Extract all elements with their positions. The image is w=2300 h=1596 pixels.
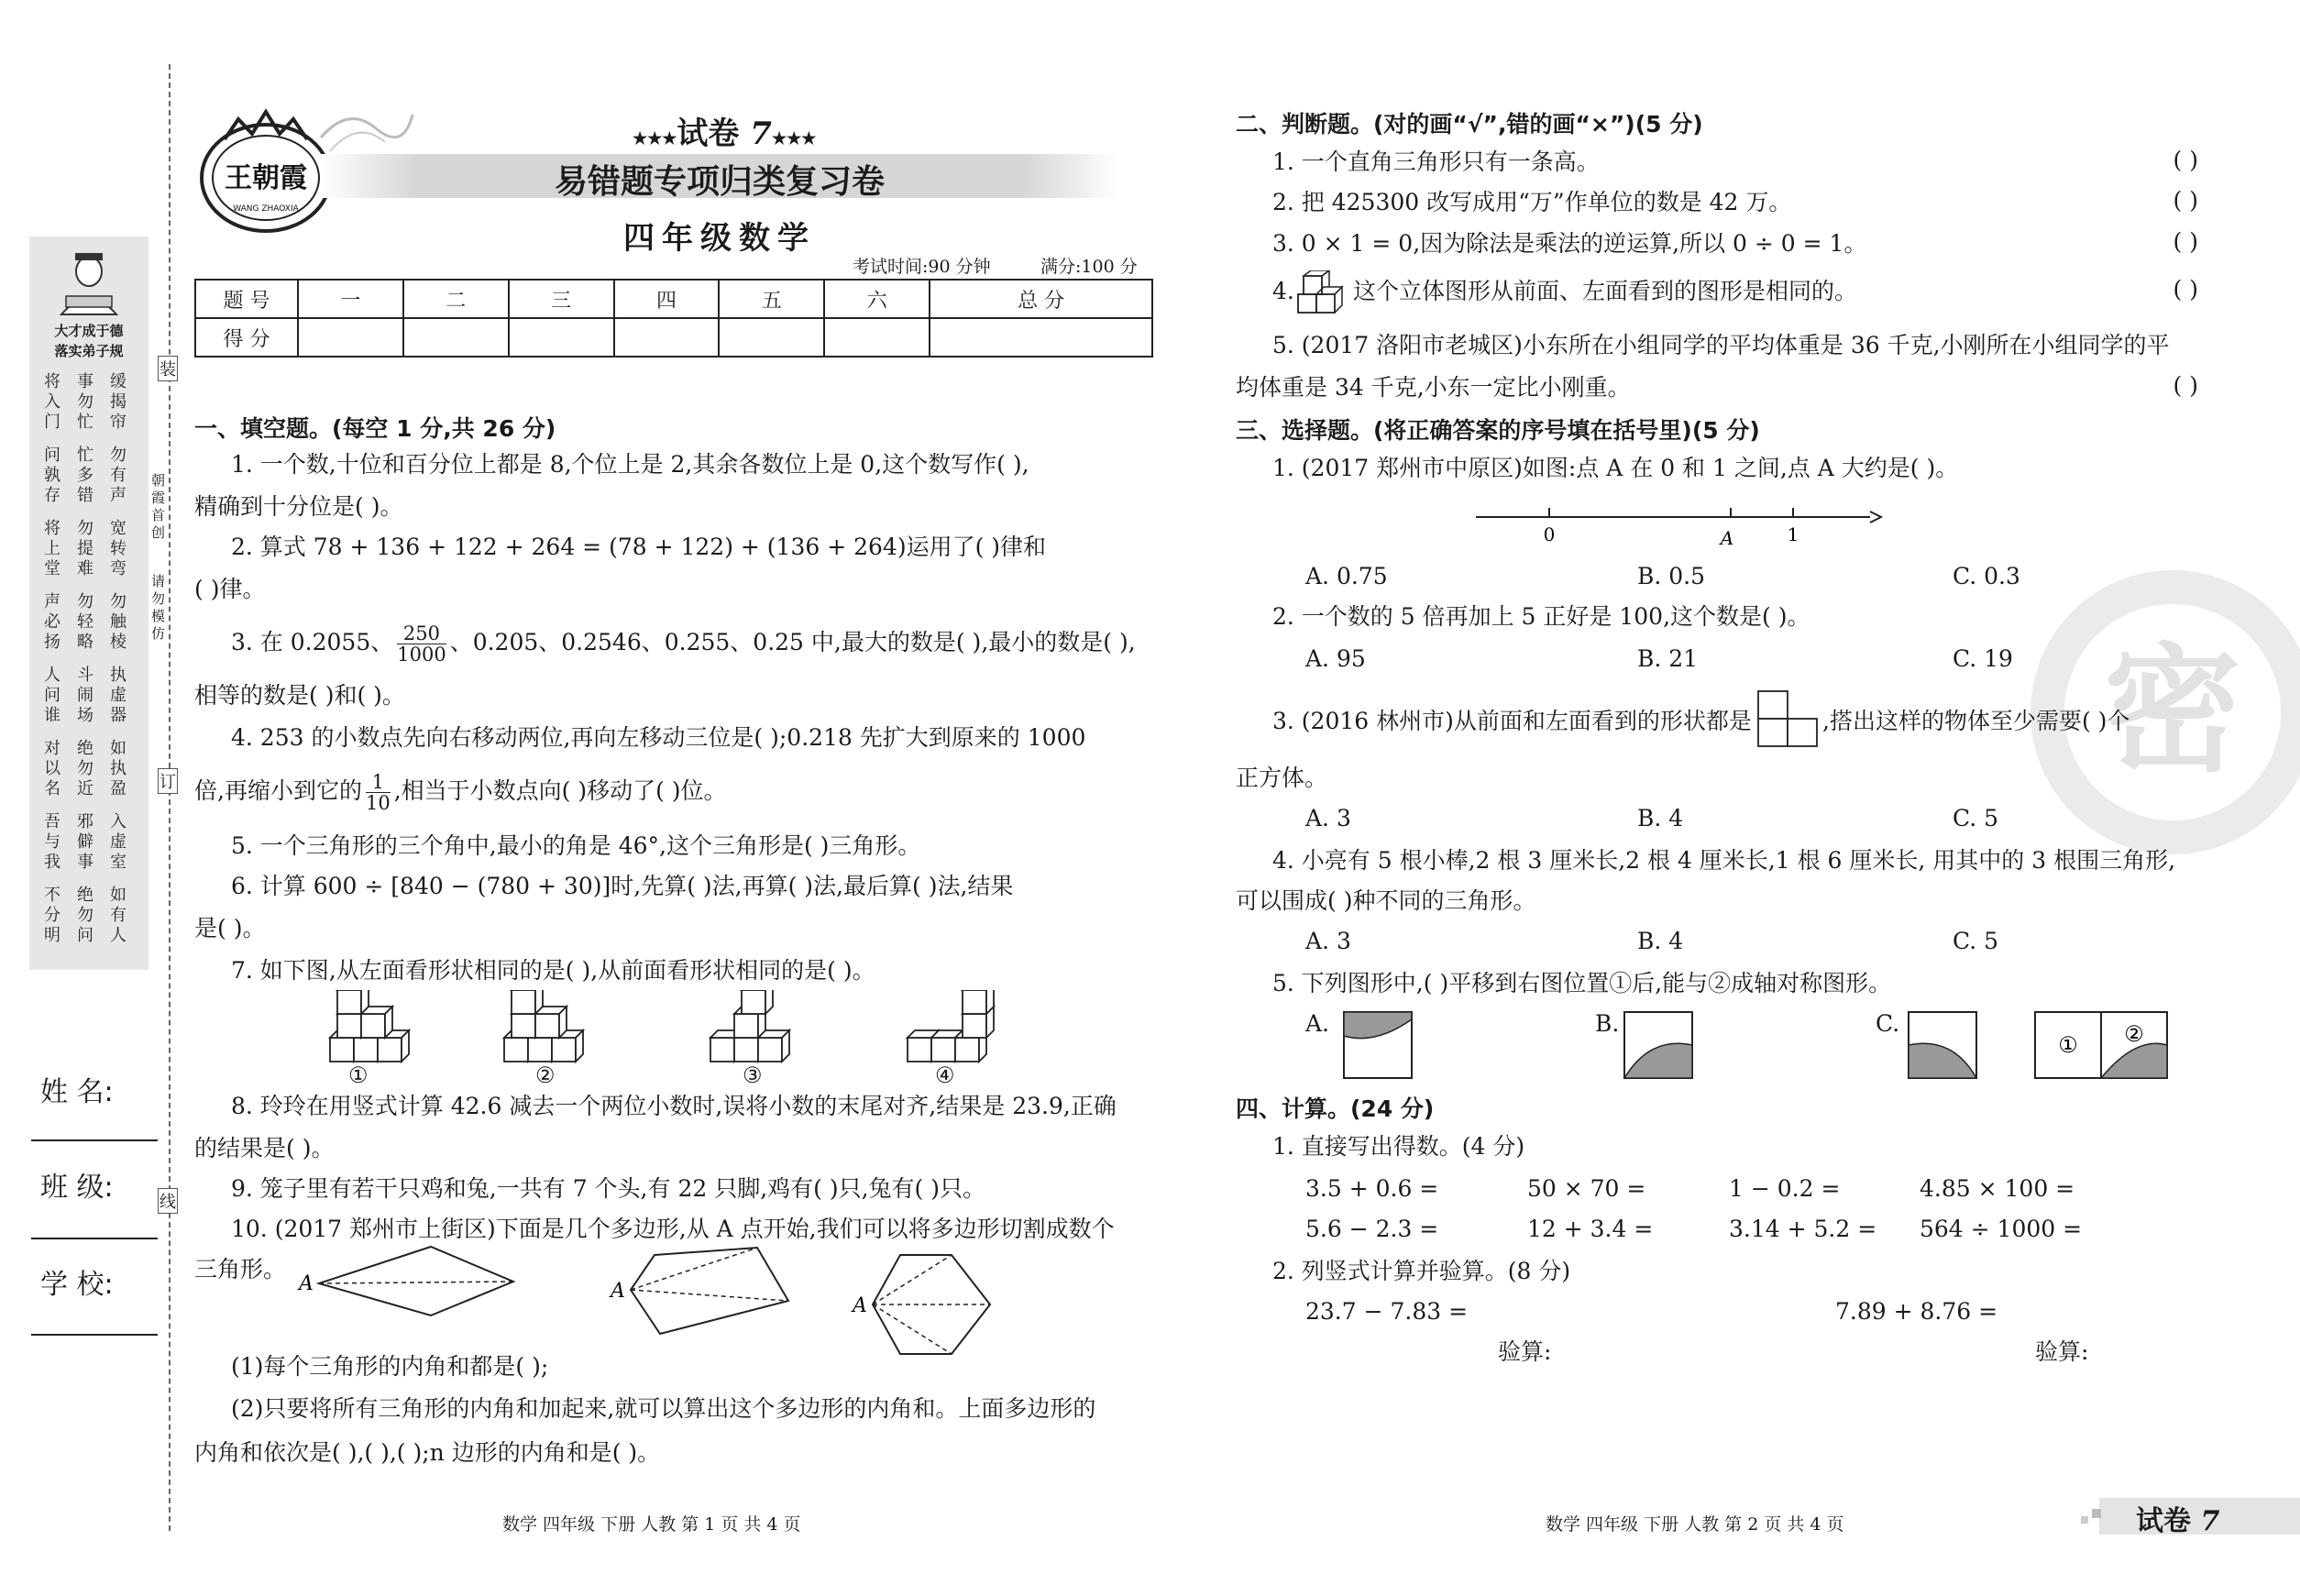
s1-q6-line2: 是( )。 bbox=[194, 915, 266, 941]
motto-phrase: 勿提难 bbox=[77, 519, 94, 578]
calc-item: 12 + 3.4 = bbox=[1527, 1216, 1654, 1242]
s2-q1-answer[interactable]: ( ) bbox=[2173, 147, 2198, 173]
fraction-1-10: $\frac{1}{10}$ bbox=[365, 771, 391, 814]
shape-options-q5 bbox=[1338, 1008, 2182, 1082]
poly-label-a1: A bbox=[299, 1272, 314, 1295]
motto-phrase: 不分明 bbox=[44, 886, 61, 945]
seal-label-3: 线 bbox=[158, 1188, 178, 1214]
section1-title: 一、填空题。(每空 1 分,共 26 分) bbox=[194, 415, 556, 442]
s3-q4-line2: 可以围成( )种不同的三角形。 bbox=[1236, 887, 1536, 914]
s2-q2-answer[interactable]: ( ) bbox=[2173, 187, 2198, 214]
s2-q4-row bbox=[1272, 270, 2198, 316]
motto-phrase: 忙多错 bbox=[77, 446, 94, 505]
cube-figure-4 bbox=[908, 990, 994, 1062]
svg-text:王朝霞: 王朝霞 bbox=[225, 162, 307, 194]
school-field[interactable] bbox=[31, 1334, 158, 1336]
motto-phrase: 事勿忙 bbox=[77, 372, 94, 432]
paper-number: ★★★试卷 7★★★ bbox=[633, 116, 817, 152]
s1-q4-line1: 4. 253 的小数点先向右移动两位,再向左移动三位是( );0.218 先扩大到原来的 1000 bbox=[231, 724, 1086, 751]
binding-dashed-line bbox=[169, 64, 171, 1531]
motto-panel bbox=[29, 237, 149, 970]
score-cell[interactable] bbox=[509, 318, 614, 357]
score-table-score-row bbox=[195, 318, 1152, 357]
score-cell[interactable] bbox=[824, 318, 930, 357]
score-header-cell: 六 bbox=[824, 280, 930, 318]
motto-phrase: 将上堂 bbox=[44, 519, 61, 578]
seal-label-2: 订 bbox=[158, 768, 178, 794]
s2-q3: 3. 0 × 1 = 0,因为除法是乘法的逆运算,所以 0 ÷ 0 = 1。 bbox=[1272, 230, 1867, 257]
s1-q2-line1: 2. 算式 78 + 136 + 122 + 264 = (78 + 122) + (136 + 264)运用了( )律和 bbox=[231, 534, 1047, 560]
check-label-1: 验算: bbox=[1498, 1338, 1552, 1365]
option-c-shape bbox=[1909, 1012, 1976, 1078]
cube-label-1: ① bbox=[348, 1062, 369, 1088]
footer-right: 数学 四年级 下册 人教 第 2 页 共 4 页 bbox=[1546, 1514, 1844, 1535]
s3-q3-line2: 正方体。 bbox=[1236, 765, 1328, 791]
s2-q2-row bbox=[1272, 187, 2198, 218]
motto-phrase: 入虚室 bbox=[110, 812, 127, 872]
cube-figure-1 bbox=[330, 990, 409, 1062]
stacked-cubes-icon bbox=[1296, 270, 1351, 316]
fraction-250-1000: $\frac{250}{1000}$ bbox=[397, 622, 446, 666]
paper-tag-squares bbox=[2081, 1507, 2103, 1529]
s3-q1: 1. (2017 郑州市中原区)如图:点 A 在 0 和 1 之间,点 A 大约是( )。 bbox=[1272, 455, 1959, 481]
motto-phrase: 问孰存 bbox=[44, 446, 61, 505]
name-field[interactable] bbox=[31, 1139, 158, 1141]
s1-q3-line1: 3. 在 0.2055、 $\frac{250}{1000}$ 、0.205、0.2546、0.255、0.25 中,最大的数是( ),最小的数是( ), bbox=[231, 622, 1136, 666]
quadrilateral-figure bbox=[319, 1247, 513, 1315]
section4-title: 四、计算。(24 分) bbox=[1236, 1095, 1435, 1122]
s1-q10-sub2-line2: 内角和依次是( ),( ),( );n 边形的内角和是( )。 bbox=[194, 1439, 661, 1466]
score-header-cell: 题 号 bbox=[195, 280, 298, 318]
calc-item: 564 ÷ 1000 = bbox=[1920, 1216, 2083, 1242]
s1-q10-sub2-line1: (2)只要将所有三角形的内角和加起来,就可以算出这个多边形的内角和。上面多边形的 bbox=[231, 1395, 1096, 1422]
pentagon-figure bbox=[631, 1248, 788, 1334]
subject-title: 四年级数学 bbox=[623, 220, 816, 257]
s1-q9: 9. 笼子里有若干只鸡和兔,一共有 7 个头,有 22 只脚,鸡有( )只,兔有( )只。 bbox=[231, 1175, 986, 1202]
s3-q2-opt-b[interactable]: B. 21 bbox=[1637, 645, 1699, 672]
section3-title: 三、选择题。(将正确答案的序号填在括号里)(5 分) bbox=[1236, 417, 1760, 444]
s3-q4-opt-a[interactable]: A. 3 bbox=[1305, 928, 1351, 954]
motto-phrase: 人问谁 bbox=[44, 666, 61, 725]
s1-q5: 5. 一个三角形的三个角中,最小的角是 46°,这个三角形是( )三角形。 bbox=[231, 832, 921, 859]
s1-q10-line1: 10. (2017 郑州市上街区)下面是几个多边形,从 A 点开始,我们可以将多边形切割成数个 bbox=[231, 1216, 1115, 1242]
side-note-2: 请勿模仿 bbox=[151, 573, 166, 642]
page-title: 易错题专项归类复习卷 bbox=[554, 163, 885, 201]
svg-text:WANG ZHAOXIA: WANG ZHAOXIA bbox=[233, 204, 299, 214]
seal-label-1: 装 bbox=[158, 356, 178, 381]
motto-text-grid bbox=[42, 372, 143, 959]
s3-q5-opt-a[interactable]: A. bbox=[1305, 1010, 1330, 1037]
motto-phrase: 绝勿问 bbox=[77, 886, 94, 945]
motto-phrase: 宽转弯 bbox=[110, 519, 127, 578]
score-cell[interactable] bbox=[930, 318, 1152, 357]
score-header-cell: 四 bbox=[614, 280, 720, 318]
motto-title-1: 大才成于德 bbox=[54, 323, 124, 339]
full-score: 满分:100 分 bbox=[1040, 257, 1138, 277]
motto-phrase: 勿触棱 bbox=[110, 592, 127, 652]
poly-label-a3: A bbox=[853, 1294, 867, 1317]
motto-phrase: 如有人 bbox=[110, 886, 127, 945]
s3-q2: 2. 一个数的 5 倍再加上 5 正好是 100,这个数是( )。 bbox=[1272, 603, 1810, 630]
motto-phrase: 勿轻略 bbox=[77, 592, 94, 652]
s3-q3-post: ,搭出这样的物体至少需要( )个 bbox=[1822, 708, 2130, 734]
calc-item: 5.6 − 2.3 = bbox=[1305, 1216, 1439, 1242]
s2-q2: 2. 把 425300 改写成用“万”作单位的数是 42 万。 bbox=[1272, 189, 1792, 215]
s3-q1-opt-a[interactable]: A. 0.75 bbox=[1305, 563, 1388, 589]
svg-text:①: ① bbox=[2058, 1032, 2078, 1058]
score-table-header-row bbox=[195, 280, 1152, 318]
motto-phrase: 邪僻事 bbox=[77, 812, 94, 872]
motto-phrase: 对以名 bbox=[44, 739, 61, 798]
s1-q8-line1: 8. 玲玲在用竖式计算 42.6 减去一个两位小数时,误将小数的末尾对齐,结果是 23.9,正确 bbox=[231, 1093, 1117, 1119]
class-label: 班 级: bbox=[40, 1172, 114, 1204]
s1-q4-line2: 倍,再缩小到它的 $\frac{1}{10}$ ,相当于小数点向( )移动了( )位。 bbox=[194, 771, 727, 814]
s2-q3-answer[interactable]: ( ) bbox=[2173, 228, 2198, 255]
cube-label-4: ④ bbox=[935, 1062, 955, 1088]
motto-phrase: 吾与我 bbox=[44, 812, 61, 872]
svg-text:A: A bbox=[1720, 527, 1734, 549]
score-header-cell: 五 bbox=[719, 280, 824, 318]
s2-q1: 1. 一个直角三角形只有一条高。 bbox=[1272, 149, 1600, 175]
vertical-calc-1: 23.7 − 7.83 = bbox=[1305, 1298, 1469, 1325]
score-cell[interactable] bbox=[614, 318, 720, 357]
cube-figure-3 bbox=[710, 990, 789, 1062]
score-header-cell: 一 bbox=[298, 280, 403, 318]
svg-text:1: 1 bbox=[1787, 523, 1799, 545]
motto-phrase: 斗闹场 bbox=[77, 666, 94, 725]
s2-q1-row bbox=[1272, 147, 2198, 178]
cube-label-3: ③ bbox=[743, 1062, 763, 1088]
calc-item: 3.14 + 5.2 = bbox=[1729, 1216, 1877, 1242]
s3-q5: 5. 下列图形中,( )平移到右图位置①后,能与②成轴对称图形。 bbox=[1272, 970, 1892, 996]
s3-q4-line1: 4. 小亮有 5 根小棒,2 根 3 厘米长,2 根 4 厘米长,1 根 6 厘米长, 用其中的 3 根围三角形, bbox=[1272, 847, 2176, 874]
section2-title: 二、判断题。(对的画“√”,错的画“×”)(5 分) bbox=[1236, 111, 1703, 138]
s3-q3-opt-c[interactable]: C. 5 bbox=[1953, 805, 1999, 831]
motto-title-2: 落实弟子规 bbox=[54, 343, 124, 359]
motto-phrase: 如执盈 bbox=[110, 739, 127, 798]
s2-q5-line1: 5. (2017 洛阳市老城区)小东所在小组同学的平均体重是 36 千克,小刚所在小组同学的平 bbox=[1272, 332, 2170, 358]
s3-q1-opt-c[interactable]: C. 0.3 bbox=[1953, 563, 2020, 589]
number-line bbox=[1467, 495, 1888, 550]
score-table bbox=[194, 279, 1153, 358]
s2-q5-row bbox=[1236, 372, 2198, 403]
s2-q4-answer[interactable]: ( ) bbox=[2173, 276, 2198, 303]
score-cell[interactable] bbox=[719, 318, 824, 357]
class-field[interactable] bbox=[31, 1238, 158, 1239]
s2-q5-line2: 均体重是 34 千克,小东一定比小刚重。 bbox=[1236, 374, 1631, 401]
s2-q4: 这个立体图形从前面、左面看到的图形是相同的。 bbox=[1353, 278, 1858, 304]
s1-q7: 7. 如下图,从左面看形状相同的是( ),从前面看形状相同的是( )。 bbox=[231, 957, 875, 984]
s1-q6-line1: 6. 计算 600 ÷ [840 − (780 + 30)]时,先算( )法,再算( )法,最后算( )法,结果 bbox=[231, 873, 1014, 899]
poly-label-a2: A bbox=[611, 1280, 625, 1303]
s3-q5-opt-b[interactable]: B. bbox=[1595, 1010, 1620, 1037]
s3-q5-opt-c[interactable]: C. bbox=[1876, 1010, 1900, 1037]
score-cell[interactable] bbox=[403, 318, 509, 357]
score-header-cell: 二 bbox=[403, 280, 509, 318]
s1-q8-line2: 的结果是( )。 bbox=[194, 1135, 335, 1161]
s2-q4-num: 4. bbox=[1272, 278, 1294, 304]
s1-q2-line2: ( )律。 bbox=[194, 576, 266, 602]
s2-q3-row bbox=[1272, 228, 2198, 259]
s1-q10-sub1: (1)每个三角形的内角和都是( ); bbox=[231, 1353, 549, 1380]
s1-q1-line2: 精确到十分位是( )。 bbox=[194, 493, 403, 520]
motto-phrase: 缓揭帘 bbox=[110, 372, 127, 432]
school-label: 学 校: bbox=[40, 1269, 114, 1301]
exam-time: 考试时间:90 分钟 bbox=[853, 257, 991, 277]
cube-figure-2 bbox=[504, 990, 583, 1062]
reference-figure bbox=[2035, 1012, 2167, 1078]
option-a-shape bbox=[1344, 1012, 1412, 1078]
motto-phrase: 将入门 bbox=[44, 372, 61, 432]
calc-item: 50 × 70 = bbox=[1527, 1175, 1646, 1202]
paper-tag: 试卷 7 bbox=[2136, 1505, 2220, 1537]
motto-phrase: 绝勿近 bbox=[77, 739, 94, 798]
check-label-2: 验算: bbox=[2035, 1338, 2089, 1365]
svg-text:0: 0 bbox=[1543, 523, 1556, 545]
s1-q10-line2: 三角形。 bbox=[194, 1256, 287, 1282]
side-note-1: 朝霞首创 bbox=[151, 472, 166, 541]
svg-text:密: 密 bbox=[2103, 632, 2242, 791]
s4-sub2: 2. 列竖式计算并验算。(8 分) bbox=[1272, 1258, 1571, 1284]
s3-q2-opt-c[interactable]: C. 19 bbox=[1953, 645, 2013, 672]
motto-phrase: 声必扬 bbox=[44, 592, 61, 652]
view-shape-icon bbox=[1756, 689, 1821, 750]
s4-sub1: 1. 直接写出得数。(4 分) bbox=[1272, 1133, 1525, 1160]
s1-q1-line1: 1. 一个数,十位和百分位上都是 8,个位上是 2,其余各数位上是 0,这个数写作( ), bbox=[231, 451, 1029, 478]
score-cell[interactable] bbox=[298, 318, 403, 357]
s3-q1-opt-b[interactable]: B. 0.5 bbox=[1637, 563, 1706, 589]
s3-q4-opt-b[interactable]: B. 4 bbox=[1637, 928, 1684, 954]
name-label: 姓 名: bbox=[40, 1076, 114, 1108]
s3-q3-opt-a[interactable]: A. 3 bbox=[1305, 805, 1351, 831]
s1-q3-line2: 相等的数是( )和( )。 bbox=[194, 682, 405, 709]
cube-label-2: ② bbox=[535, 1062, 556, 1088]
score-row-label: 得 分 bbox=[195, 318, 298, 357]
calc-item: 1 − 0.2 = bbox=[1729, 1175, 1841, 1202]
s3-q3-pre: 3. (2016 林州市)从前面和左面看到的形状都是 bbox=[1272, 708, 1752, 734]
s2-q5-answer[interactable]: ( ) bbox=[2173, 372, 2198, 399]
svg-text:②: ② bbox=[2124, 1021, 2144, 1047]
footer-left: 数学 四年级 下册 人教 第 1 页 共 4 页 bbox=[502, 1514, 801, 1535]
scholar-illustration bbox=[48, 246, 130, 319]
s3-q3-opt-b[interactable]: B. 4 bbox=[1637, 805, 1684, 831]
motto-phrase: 执虚器 bbox=[110, 666, 127, 725]
s3-q2-opt-a[interactable]: A. 95 bbox=[1305, 645, 1366, 672]
vertical-calc-2: 7.89 + 8.76 = bbox=[1835, 1298, 1998, 1325]
score-header-cell: 总 分 bbox=[930, 280, 1152, 318]
hexagon-figure bbox=[873, 1255, 990, 1354]
calc-item: 3.5 + 0.6 = bbox=[1305, 1175, 1439, 1202]
option-b-shape bbox=[1624, 1012, 1692, 1078]
motto-phrase: 勿有声 bbox=[110, 446, 127, 505]
score-header-cell: 三 bbox=[509, 280, 614, 318]
s3-q4-opt-c[interactable]: C. 5 bbox=[1953, 928, 1999, 954]
calc-item: 4.85 × 100 = bbox=[1920, 1175, 2075, 1202]
s3-q3-row bbox=[1272, 689, 2207, 750]
